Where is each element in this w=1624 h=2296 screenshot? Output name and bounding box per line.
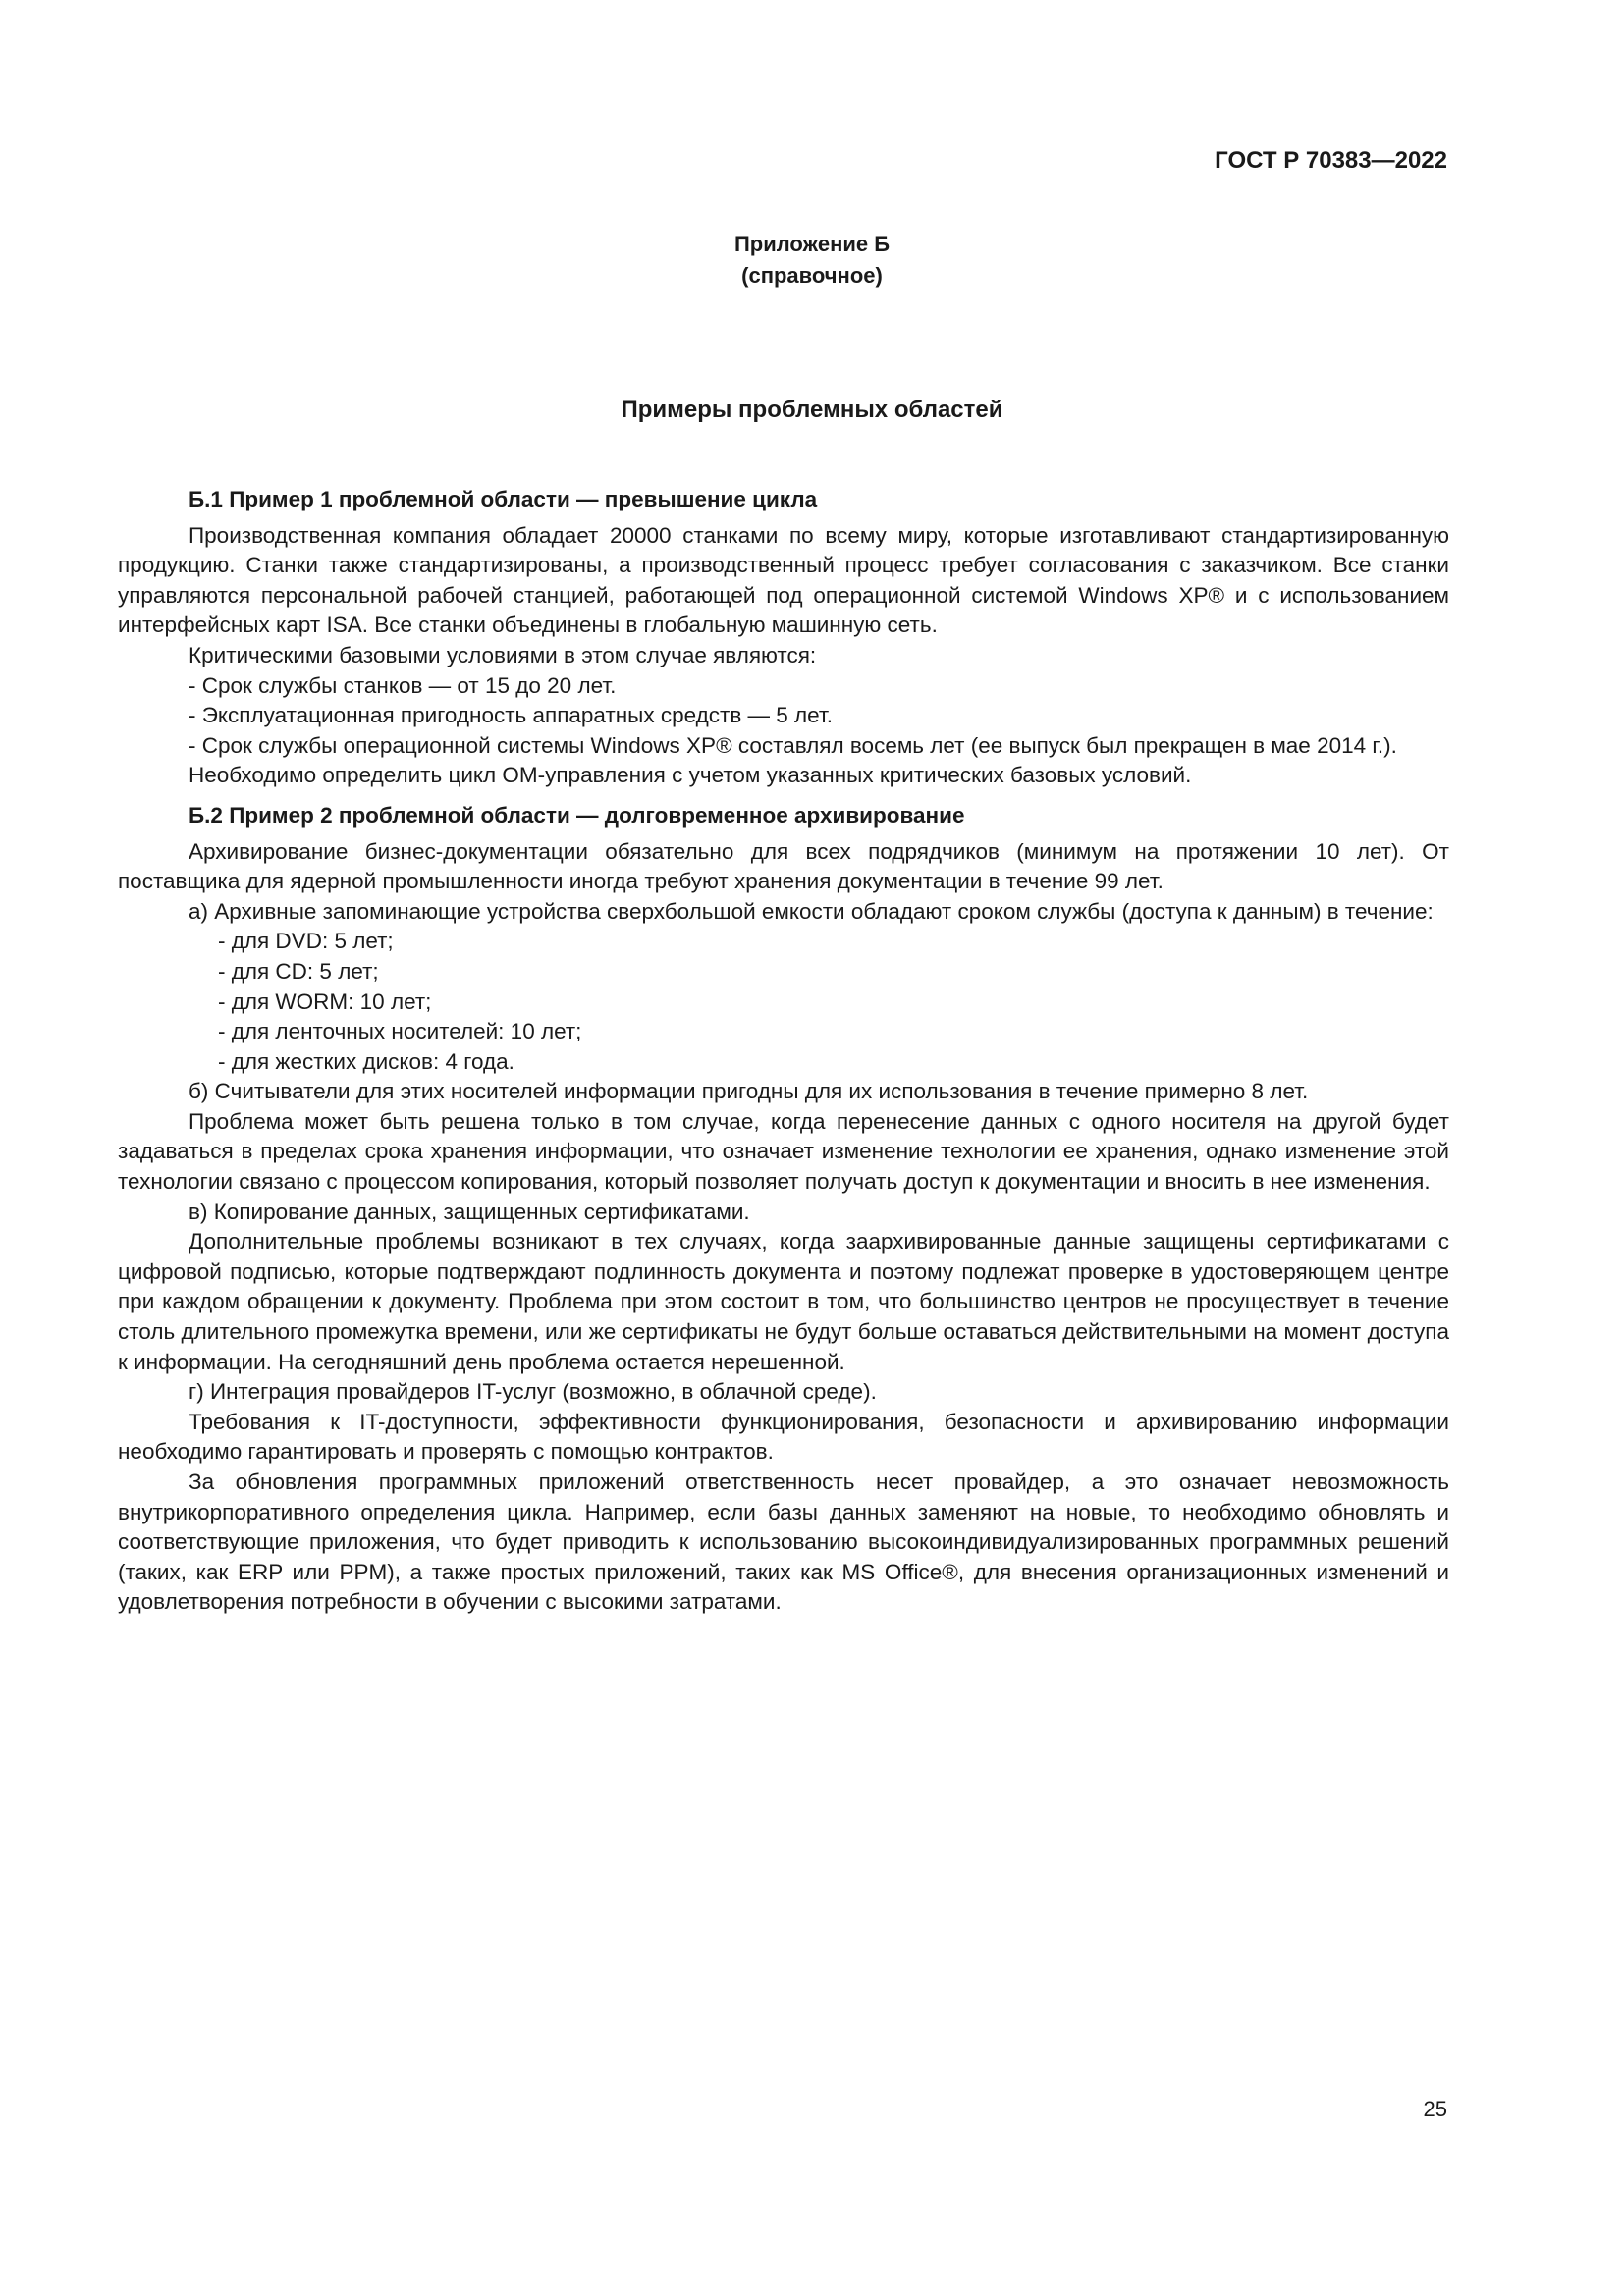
document-code: ГОСТ Р 70383—2022 bbox=[1215, 147, 1447, 174]
b2-paragraph-4: Требования к IT-доступности, эффективности функционирования, безопасности и архивированию информации необходимо гарантировать и проверять с помощью контрактов. bbox=[118, 1409, 1449, 1465]
b2-item-b: б) Считыватели для этих носителей информации пригодны для их использования в течение примерно 8 лет. bbox=[189, 1079, 1309, 1104]
page-number: 25 bbox=[1423, 2097, 1447, 2121]
b2-paragraph-2: Проблема может быть решена только в том случае, когда перенесение данных с одного носителя на другой будет задаваться в пределах срока хранения информации, что означает изменение технологии ее хранения, однако изменение этой технологии связано с процессом копирования, который позволяет получать доступ к документации и вносить в нее изменения. bbox=[118, 1108, 1449, 1195]
b1-paragraph-3: Необходимо определить цикл ОМ-управления с учетом указанных критических базовых условий. bbox=[189, 763, 1192, 788]
b2-item-g: г) Интеграция провайдеров IT-услуг (возможно, в облачной среде). bbox=[189, 1379, 877, 1405]
document-body bbox=[118, 477, 1449, 1618]
annex-title: Приложение Б bbox=[733, 232, 891, 256]
media-list-item: - для ленточных носителей: 10 лет; bbox=[218, 1019, 582, 1044]
b1-list-item: - Срок службы операционной системы Windows XP® составлял восемь лет (ее выпуск был прекращен в мае 2014 г.). bbox=[189, 732, 1397, 758]
media-list-item: - для CD: 5 лет; bbox=[218, 958, 379, 984]
b2-item-v: в) Копирование данных, защищенных сертификатами. bbox=[189, 1199, 750, 1224]
b1-heading: Б.1 Пример 1 проблемной области — превышение цикла bbox=[189, 487, 818, 511]
b1-paragraph-2: Критическими базовыми условиями в этом случае являются: bbox=[189, 642, 817, 667]
b2-heading: Б.2 Пример 2 проблемной области — долговременное архивирование bbox=[189, 802, 965, 828]
b1-list-item: - Срок службы станков — от 15 до 20 лет. bbox=[189, 672, 617, 698]
section-title: Примеры проблемных областей bbox=[621, 397, 1003, 423]
media-list-item: - для жестких дисков: 4 года. bbox=[218, 1048, 514, 1074]
b2-item-a: а) Архивные запоминающие устройства сверхбольшой емкости обладают сроком службы (доступа к данным) в течение: bbox=[189, 898, 1434, 924]
b2-paragraph-3: Дополнительные проблемы возникают в тех случаях, когда заархивированные данные защищены сертификатами с цифровой подписью, которые подтверждают подлинность документа и поэтому подлежат проверке в удостоверяющем центре при каждом обращении к документу. Проблема при этом состоит в том, что большинство центров не просуществует в течение столь длительного промежутка времени, или же сертификаты не будут больше оставаться действительными на момент доступа к информации. На сегодняшний день проблема остается нерешенной. bbox=[118, 1229, 1449, 1374]
b1-list-item: - Эксплуатационная пригодность аппаратных средств — 5 лет. bbox=[189, 703, 833, 728]
annex-subtitle: (справочное) bbox=[741, 263, 883, 288]
media-list-item: - для WORM: 10 лет; bbox=[218, 988, 432, 1014]
annex-heading bbox=[0, 229, 1624, 292]
b1-paragraph-1: Производственная компания обладает 20000 станками по всему миру, которые изготавливают стандартизированную продукцию. Станки также стандартизированы, а производственный процесс требует согласования с заказчиком. Все станки управляются персональной рабочей станцией, работающей под операционной системой Windows XP® и с использованием интерфейсных карт ISA. Все станки объединены в глобальную машинную сеть. bbox=[118, 522, 1449, 638]
b2-paragraph-1: Архивирование бизнес-документации обязательно для всех подрядчиков (минимум на протяжении 10 лет). От поставщика для ядерной промышленности иногда требуют хранения документации в течение 99 лет. bbox=[118, 838, 1449, 894]
media-list-item: - для DVD: 5 лет; bbox=[218, 929, 394, 954]
b2-paragraph-5: За обновления программных приложений ответственность несет провайдер, а это означает невозможность внутрикорпоративного определения цикла. Например, если базы данных заменяют на новые, то необходимо обновлять и соответствующие приложения, что будет приводить к использованию высокоиндивидуализированных программных решений (таких, как ERP или PPM), а также простых приложений, таких как MS Office®, для внесения организационных изменений и удовлетворения потребности в обучении с высокими затратами. bbox=[118, 1469, 1449, 1615]
